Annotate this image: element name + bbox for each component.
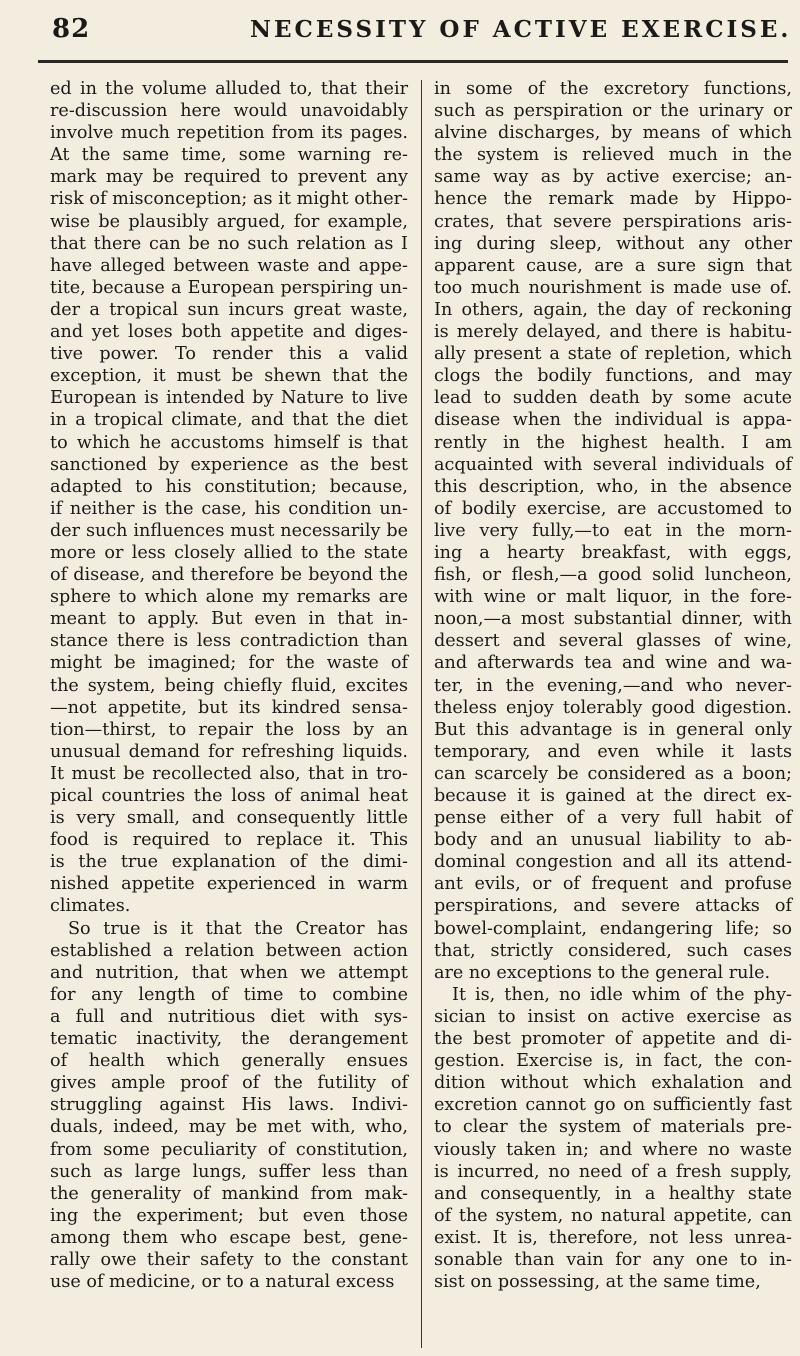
text-line: viously taken in; and where no waste [434, 1139, 792, 1160]
text-line: ally present a state of repletion, which [434, 344, 792, 365]
text-line: adapted to his constitution; because, [50, 476, 408, 497]
text-line: and afterwards tea and wine and wa- [434, 653, 792, 674]
column-divider [421, 80, 422, 1348]
text-line: and yet loses both appetite and diges- [50, 322, 408, 343]
text-line: struggling against His laws. Indivi- [50, 1095, 408, 1116]
text-line: lead to sudden death by some acute [434, 388, 792, 409]
text-line: is merely delayed, and there is habitu- [434, 322, 792, 343]
text-line: established a relation between action [50, 940, 408, 961]
text-line: But this advantage is in general only [434, 719, 792, 740]
text-line: can scarcely be considered as a boon; [434, 763, 792, 784]
text-line: pense either of a very full habit of [434, 808, 792, 829]
text-line: noon,—a most substantial dinner, with [434, 609, 792, 630]
text-line: gives ample proof of the futility of [50, 1073, 408, 1094]
text-line: perspirations, and severe attacks of [434, 896, 792, 917]
text-line: a full and nutritious diet with sys- [50, 1006, 408, 1027]
text-line: excretion cannot go on sufficiently fast [434, 1095, 792, 1116]
text-line: of health which generally ensues [50, 1051, 408, 1072]
text-line: to which he accustoms himself is that [50, 432, 408, 453]
text-line: that there can be no such relation as I [50, 233, 408, 254]
text-line: dominal congestion and all its attend- [434, 852, 792, 873]
text-line: climates. [50, 896, 131, 917]
text-line: are no exceptions to the general rule. [434, 962, 771, 983]
text-line: live very fully,—to eat in the morn- [434, 520, 792, 541]
text-line: unusual demand for refreshing liquids. [50, 741, 408, 762]
text-line: rently in the highest health. I am [434, 432, 792, 453]
text-line: have alleged between waste and appe- [50, 255, 408, 276]
text-line: to clear the system of materials pre- [434, 1117, 792, 1138]
text-line: risk of misconception; as it might other- [50, 189, 408, 210]
text-line: the system is relieved much in the [434, 145, 792, 166]
text-line: stance there is less contradiction than [50, 631, 408, 652]
text-line: nished appetite experienced in warm [50, 874, 408, 895]
text-line: European is intended by Nature to live [50, 388, 408, 409]
text-line: alvine discharges, by means of which [434, 123, 792, 144]
text-line: such as perspiration or the urinary or [434, 101, 792, 122]
text-line: with wine or malt liquor, in the fore- [434, 587, 792, 608]
text-line: rally owe their safety to the constant [50, 1249, 408, 1270]
text-line: duals, indeed, may be met with, who, [50, 1117, 408, 1138]
text-line: same way as by active exercise; an- [434, 167, 792, 188]
text-line: this description, who, in the absence [434, 476, 792, 497]
text-line: tion—thirst, to repair the loss by an [50, 719, 408, 740]
text-line: that, strictly considered, such cases [434, 940, 792, 961]
text-line: sanctioned by experience as the best [50, 454, 408, 475]
text-line: body and an unusual liability to ab- [434, 830, 792, 851]
text-line: It must be recollected also, that in tro- [50, 763, 408, 784]
text-line: the generality of mankind from mak- [50, 1183, 408, 1204]
text-line: sphere to which alone my remarks are [50, 587, 408, 608]
text-line: in a tropical climate, and that the diet [50, 410, 408, 431]
text-line: more or less closely allied to the state [50, 542, 408, 563]
text-line: ed in the volume alluded to, that their [50, 79, 408, 99]
text-line: ing a hearty breakfast, with eggs, [434, 542, 792, 563]
text-line: tive power. To render this a valid [50, 344, 408, 365]
text-line: dessert and several glasses of wine, [434, 631, 792, 652]
text-line: is the true explanation of the dimi- [50, 852, 408, 873]
text-line: of bodily exercise, are accustomed to [434, 498, 792, 519]
page-number: 82 [52, 14, 91, 44]
text-line: ant evils, or of frequent and profuse [434, 874, 792, 895]
text-line: pical countries the loss of animal heat [50, 786, 408, 806]
header-rule [38, 60, 788, 63]
left-column [50, 78, 408, 1293]
text-line: and consequently, in a healthy state [434, 1183, 792, 1204]
text-line: involve much repetition from its pages. [50, 123, 408, 144]
text-line: of the system, no natural appetite, can [434, 1205, 792, 1226]
text-line: crates, that severe perspirations aris- [434, 211, 792, 232]
text-line: sonable than vain for any one to in- [434, 1249, 792, 1270]
text-line: sician to insist on active exercise as [434, 1006, 792, 1027]
text-line: for any length of time to combine [50, 984, 408, 1005]
text-line: —not appetite, but its kindred sensa- [50, 697, 408, 718]
text-line: the best promoter of appetite and di- [434, 1029, 792, 1050]
running-title: NECESSITY OF ACTIVE EXERCISE. [250, 16, 792, 43]
text-line: temporary, and even while it lasts [434, 741, 792, 762]
right-column [434, 78, 792, 1293]
text-line: too much nourishment is made use of. [434, 277, 792, 298]
text-line: clogs the bodily functions, and may [434, 366, 792, 387]
text-line: hence the remark made by Hippo- [434, 189, 792, 210]
text-line: It is, then, no idle whim of the phy- [452, 984, 792, 1005]
text-line: fish, or flesh,—a good solid luncheon, [434, 565, 792, 586]
text-line: because it is gained at the direct ex- [434, 786, 792, 806]
text-line: gestion. Exercise is, in fact, the con- [434, 1051, 792, 1072]
text-line: So true is it that the Creator has [68, 918, 408, 939]
text-line: wise be plausibly argued, for example, [50, 211, 408, 232]
text-line: among them who escape best, gene- [50, 1227, 408, 1248]
text-line: such as large lungs, suffer less than [50, 1161, 408, 1182]
text-line: ing during sleep, without any other [434, 233, 792, 254]
text-line: At the same time, some warning re- [50, 145, 408, 166]
text-line: and nutrition, that when we attempt [50, 962, 408, 983]
text-line: use of medicine, or to a natural excess [50, 1272, 395, 1293]
text-line: theless enjoy tolerably good digestion. [434, 697, 792, 718]
text-line: of disease, and therefore be beyond the [50, 565, 408, 586]
text-line: der such influences must necessarily be [50, 520, 408, 541]
text-line: acquainted with several individuals of [434, 454, 792, 475]
text-line: exception, it must be shewn that the [50, 366, 408, 387]
page-header [0, 6, 800, 58]
text-line: food is required to replace it. This [50, 830, 408, 851]
text-line: tematic inactivity, the derangement [50, 1029, 408, 1050]
text-line: sist on possessing, at the same time, [434, 1272, 761, 1293]
text-line: bowel-complaint, endangering life; so [434, 918, 792, 939]
text-line: is very small, and consequently little [50, 808, 408, 829]
text-line: if neither is the case, his condition un- [50, 498, 408, 519]
text-line: is incurred, no need of a fresh supply, [434, 1161, 792, 1182]
text-line: In others, again, the day of reckoning [434, 299, 792, 320]
text-line: disease when the individual is appa- [434, 410, 792, 431]
text-line: the system, being chiefly fluid, excites [50, 675, 408, 696]
text-line: apparent cause, are a sure sign that [434, 255, 792, 276]
text-line: might be imagined; for the waste of [50, 653, 408, 674]
text-line: meant to apply. But even in that in- [50, 609, 408, 630]
text-line: re-discussion here would unavoidably [50, 101, 408, 122]
text-line: in some of the excretory functions, [434, 79, 792, 99]
text-line: mark may be required to prevent any [50, 167, 408, 188]
text-line: exist. It is, therefore, not less unrea- [434, 1227, 792, 1248]
text-line: from some peculiarity of constitution, [50, 1139, 408, 1160]
text-line: dition without which exhalation and [434, 1073, 792, 1094]
text-line: ter, in the evening,—and who never- [434, 675, 792, 696]
text-line: der a tropical sun incurs great waste, [50, 299, 408, 320]
text-line: tite, because a European perspiring un- [50, 277, 408, 298]
text-line: ing the experiment; but even those [50, 1205, 408, 1226]
